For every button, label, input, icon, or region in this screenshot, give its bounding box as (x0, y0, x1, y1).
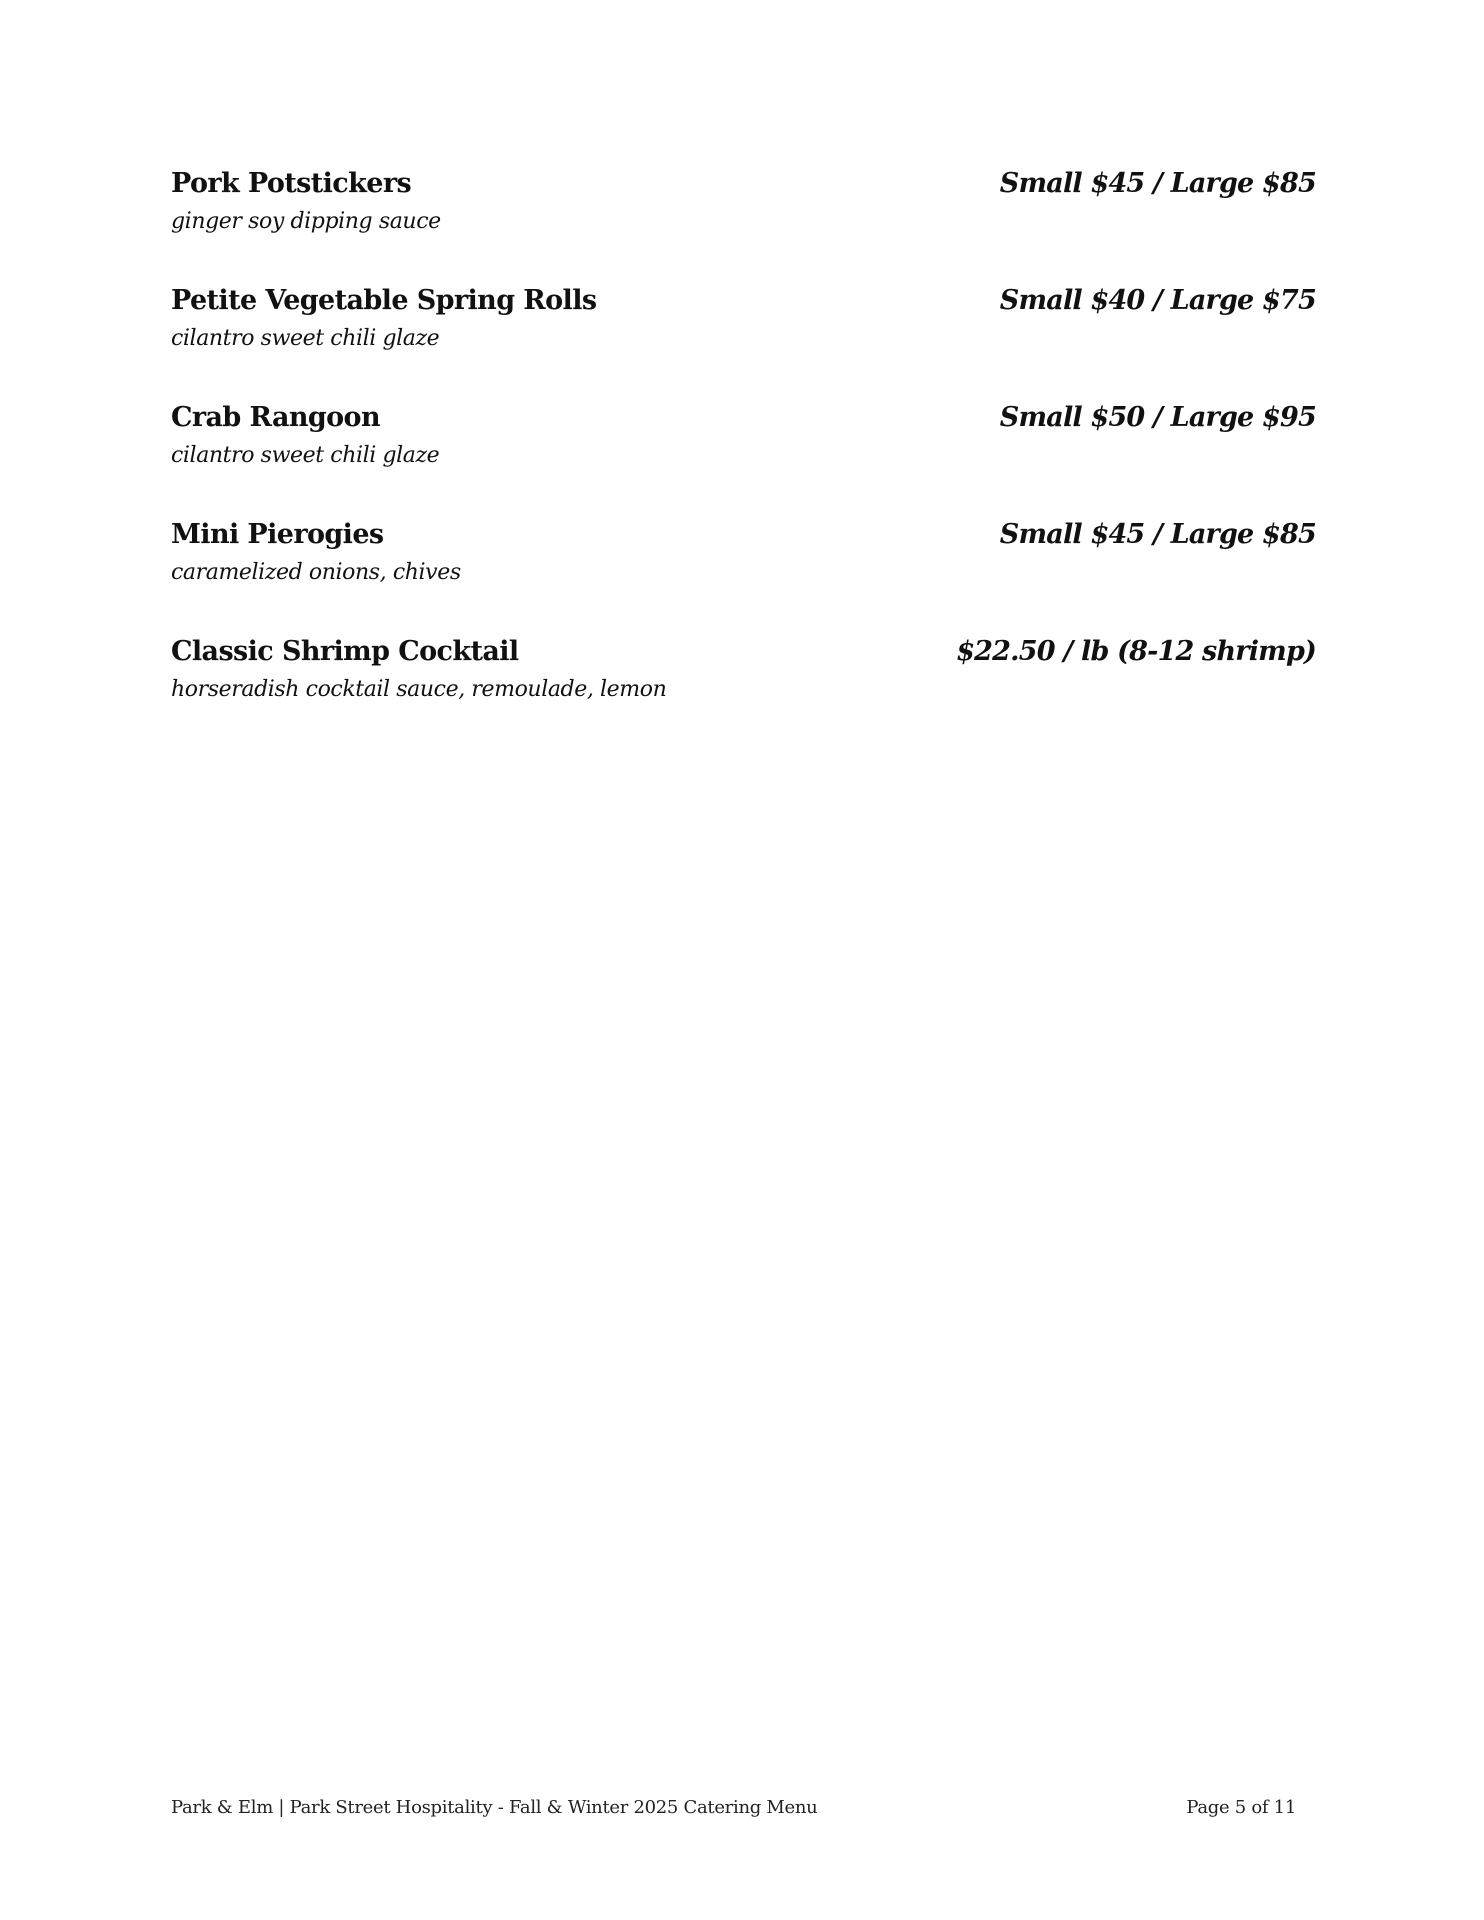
menu-item (171, 519, 1316, 636)
menu-item-price: $22.50 / lb (8-12 shrimp) (956, 636, 1316, 667)
menu-item-name: Petite Vegetable Spring Rolls (171, 285, 597, 316)
menu-item-price: Small $50 / Large $95 (999, 402, 1316, 433)
menu-item (171, 636, 1316, 753)
menu-item-description: horseradish cocktail sauce, remoulade, lemon (171, 677, 667, 702)
page-footer (171, 1797, 1296, 1818)
menu-item-header (171, 636, 1316, 678)
menu-item-name: Classic Shrimp Cocktail (171, 636, 519, 667)
footer-title: Park & Elm | Park Street Hospitality - Fall & Winter 2025 Catering Menu (171, 1797, 818, 1818)
menu-item-description: caramelized onions, chives (171, 560, 461, 585)
menu-item-description: cilantro sweet chili glaze (171, 443, 440, 468)
menu-item-name: Pork Potstickers (171, 168, 412, 199)
menu-item-name: Mini Pierogies (171, 519, 384, 550)
menu-item-header (171, 168, 1316, 210)
menu-item (171, 285, 1316, 402)
menu-item (171, 402, 1316, 519)
menu-item (171, 168, 1316, 285)
menu-item-price: Small $40 / Large $75 (999, 285, 1316, 316)
menu-item-header (171, 519, 1316, 561)
menu-item-name: Crab Rangoon (171, 402, 380, 433)
menu-item-list (171, 168, 1316, 753)
menu-item-header (171, 285, 1316, 327)
page-number: Page 5 of 11 (1186, 1797, 1296, 1818)
menu-item-header (171, 402, 1316, 444)
menu-item-price: Small $45 / Large $85 (999, 168, 1316, 199)
menu-item-description: ginger soy dipping sauce (171, 209, 441, 234)
menu-item-price: Small $45 / Large $85 (999, 519, 1316, 550)
menu-item-description: cilantro sweet chili glaze (171, 326, 440, 351)
